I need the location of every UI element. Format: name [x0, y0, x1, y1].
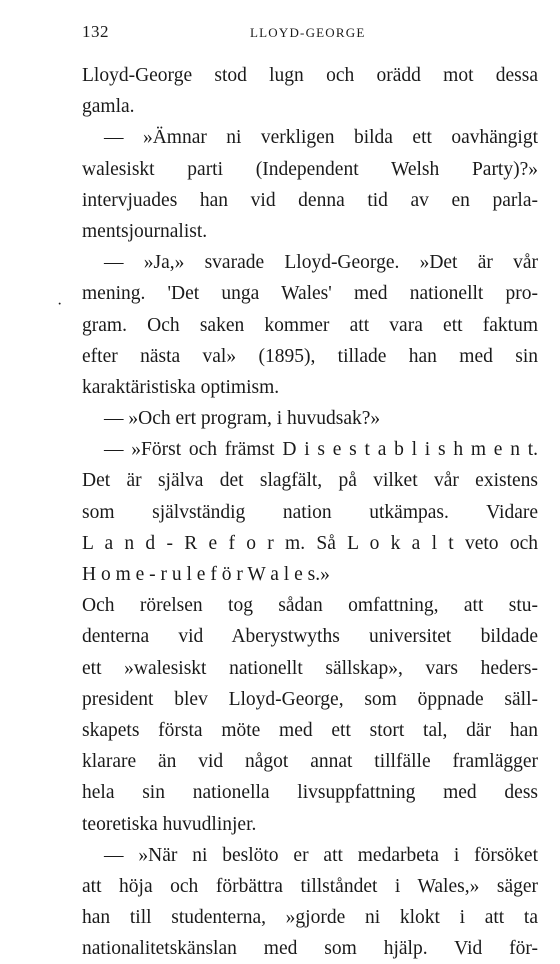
text-line: president blev Lloyd-George, som öppnade säll-	[82, 688, 538, 710]
running-head: LLOYD-GEORGE	[250, 25, 366, 40]
text-line: — »Ämnar ni verkligen bilda ett oavhängigt	[104, 127, 538, 149]
text-line: — »Först och främst D i s e s t a b l i s h m e n t.	[104, 439, 538, 461]
text-line: denterna vid Aberystwyths universitet bildade	[82, 626, 538, 648]
text-line: som självständig nation utkämpas. Vidare	[82, 501, 538, 523]
text-line: hela sin nationella livsuppfattning med dess	[82, 782, 538, 804]
text-line: karaktäristiska optimism.	[82, 376, 280, 398]
text-line: gram. Och saken kommer att vara ett faktum	[82, 314, 538, 336]
text-line: — »Ja,» svarade Lloyd-George. »Det är vår	[104, 252, 538, 274]
text-line: L a n d - R e f o r m. Så L o k a l t veto och	[82, 532, 538, 554]
page-header	[82, 22, 537, 46]
text-line: — »När ni beslöto er att medarbeta i försöket	[104, 844, 538, 866]
text-line: teoretiska huvudlinjer.	[82, 813, 257, 835]
text-line: H o m e - r u l e f ö r W a l e s.»	[82, 564, 330, 585]
text-line: — »Och ert program, i huvudsak?»	[104, 408, 381, 430]
text-line: intervjuades han vid denna tid av en parla-	[82, 189, 538, 211]
text-line: klarare än vid något annat tillfälle framlägger	[82, 751, 538, 773]
text-line: mening. 'Det unga Wales' med nationellt pro-	[82, 283, 538, 305]
text-line: ett »walesiskt nationellt sällskap», vars heders-	[82, 657, 538, 679]
text-line: Och rörelsen tog sådan omfattning, att stu-	[82, 595, 538, 617]
text-line: att höja och förbättra tillståndet i Wales,» säger	[82, 875, 538, 897]
text-line: efter nästa val» (1895), tillade han med sin	[82, 345, 538, 367]
text-line: walesiskt parti (Independent Welsh Party)?»	[82, 158, 538, 180]
text-line: gamla.	[82, 96, 135, 118]
text-line: nationalitetskänslan med som hjälp. Vid för-	[82, 938, 538, 960]
stray-mark: ·	[57, 296, 63, 313]
text-line: Det är själva det slagfält, på vilket vår existens	[82, 470, 538, 492]
text-line: mentsjournalist.	[82, 220, 208, 242]
page-number: 132	[82, 22, 109, 41]
text-line: han till studenterna, »gjorde ni klokt i att ta	[82, 907, 538, 929]
body-text	[82, 60, 538, 964]
text-line: Lloyd-George stod lugn och orädd mot dessa	[82, 65, 538, 86]
text-line: skapets första möte med ett stort tal, där han	[82, 719, 538, 741]
